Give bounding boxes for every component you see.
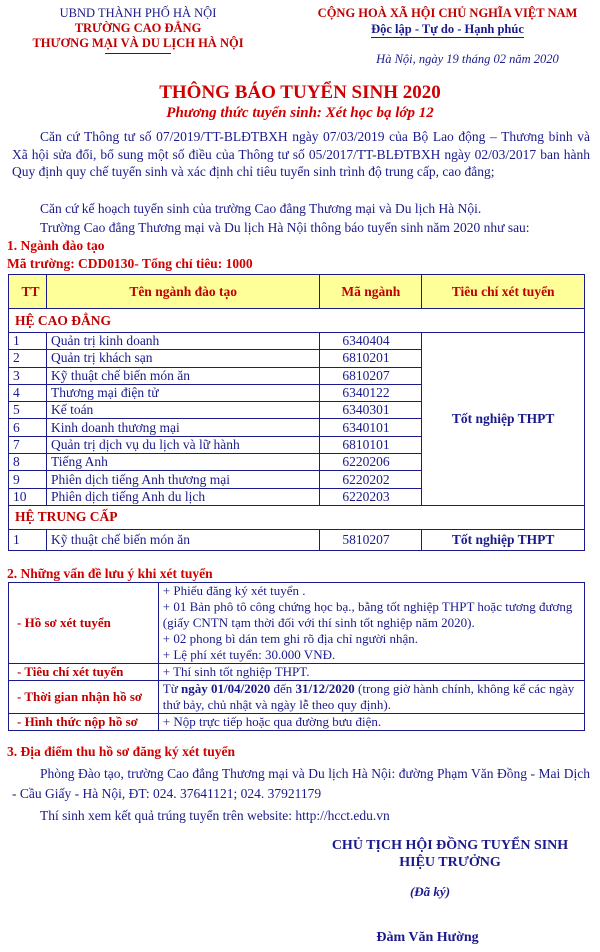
dossier-line: + Lệ phí xét tuyển: 30.000 VNĐ. bbox=[162, 647, 336, 662]
time-value bbox=[158, 681, 584, 714]
method-value: + Nộp trực tiếp hoặc qua đường bưu điện. bbox=[158, 714, 584, 731]
issuer-authority: UBND THÀNH PHỐ HÀ NỘI bbox=[59, 6, 217, 20]
col-header-tt: TT bbox=[9, 275, 47, 309]
notes-row-criteria bbox=[9, 664, 585, 681]
signer-name: Đàm Văn Hường bbox=[376, 930, 479, 945]
section-1-heading: 1. Ngành đào tạo bbox=[7, 238, 105, 253]
intro-paragraph-2: Căn cứ kế hoạch tuyển sinh của trường Cao đẳng Thương mại và Du lịch Hà Nội. bbox=[40, 201, 482, 216]
notes-table bbox=[8, 582, 585, 731]
row-name: Kỹ thuật chế biến món ăn bbox=[46, 367, 319, 384]
issue-date: Hà Nội, ngày 19 tháng 02 năm 2020 bbox=[376, 52, 559, 66]
method-label: - Hình thức nộp hồ sơ bbox=[9, 714, 159, 731]
row-code: 6220203 bbox=[320, 488, 422, 505]
row-name: Quản trị khách sạn bbox=[46, 350, 319, 367]
row-tt: 5 bbox=[9, 402, 47, 419]
row-code: 6810207 bbox=[320, 367, 422, 384]
signer-title-2: HIỆU TRƯỞNG bbox=[399, 855, 501, 870]
criteria-label: - Tiêu chí xét tuyển bbox=[9, 664, 159, 681]
row-name: Tiếng Anh bbox=[46, 454, 319, 471]
issuer-block bbox=[18, 6, 258, 54]
section-3-heading: 3. Địa điểm thu hồ sơ đăng ký xét tuyển bbox=[7, 744, 236, 759]
row-tt: 1 bbox=[9, 529, 47, 550]
row-tt: 2 bbox=[9, 350, 47, 367]
country-name: CỘNG HOÀ XÃ HỘI CHỦ NGHĨA VIỆT NAM bbox=[317, 6, 578, 20]
row-tt: 8 bbox=[9, 454, 47, 471]
row-name: Kế toán bbox=[46, 402, 319, 419]
row-code: 6340101 bbox=[320, 419, 422, 436]
group-row-trung-cap bbox=[9, 505, 585, 529]
group-label-trung-cap: HỆ TRUNG CẤP bbox=[9, 505, 585, 529]
criteria-trung-cap: Tốt nghiệp THPT bbox=[422, 529, 585, 550]
col-header-name: Tên ngành đào tạo bbox=[46, 275, 319, 309]
issuer-underline bbox=[105, 53, 171, 54]
row-tt: 1 bbox=[9, 333, 47, 350]
row-name: Phiên dịch tiếng Anh thương mại bbox=[46, 471, 319, 488]
row-code: 5810207 bbox=[320, 529, 422, 550]
time-mid: đến bbox=[270, 681, 296, 696]
row-name: Kỹ thuật chế biến món ăn bbox=[46, 529, 319, 550]
criteria-value: + Thí sinh tốt nghiệp THPT. bbox=[158, 664, 584, 681]
notes-row-method bbox=[9, 714, 585, 731]
dossier-line: + 02 phong bì dán tem ghi rõ địa chỉ người nhận. bbox=[162, 631, 418, 646]
dossier-label: - Hồ sơ xét tuyển bbox=[9, 583, 159, 664]
motto: Độc lập - Tự do - Hạnh phúc bbox=[371, 22, 524, 36]
intro-paragraph-3: Trường Cao đẳng Thương mại và Du lịch Hà Nội thông báo tuyển sinh năm 2020 như sau: bbox=[40, 220, 530, 235]
intro-paragraph-1: Căn cứ Thông tư số 07/2019/TT-BLĐTBXH ngày 07/03/2019 của Bộ Lao động – Thương binh và Xã hội sửa đổi, bổ sung một số điều của Thông tư số 05/2017/TT-BLĐTBXH ngày 02/03/2017 ban hành Quy định quy chế tuyển sinh và xác định chỉ tiêu tuyển sinh trình độ trung cấp, cao đẳng; bbox=[12, 129, 590, 179]
row-code: 6810201 bbox=[320, 350, 422, 367]
criteria-cao-dang: Tốt nghiệp THPT bbox=[422, 333, 585, 506]
time-from: ngày 01/04/2020 bbox=[181, 681, 271, 696]
row-tt: 7 bbox=[9, 436, 47, 453]
notes-row-time bbox=[9, 681, 585, 714]
table-row bbox=[9, 529, 585, 550]
dossier-value bbox=[158, 583, 584, 664]
issuer-school-line2: THƯƠNG MẠI VÀ DU LỊCH HÀ NỘI bbox=[32, 36, 244, 50]
document-header bbox=[0, 6, 600, 76]
submission-address: Phòng Đào tạo, trường Cao đẳng Thương mại và Du lịch Hà Nội: đường Phạm Văn Đồng - Mai Dịch - Cầu Giấy - Hà Nội, ĐT: 024. 37641121; 024. 37921179 bbox=[12, 766, 590, 801]
row-name: Kinh doanh thương mại bbox=[46, 419, 319, 436]
issuer-school-line1: TRƯỜNG CAO ĐẲNG bbox=[74, 21, 202, 35]
document-subtitle: Phương thức tuyển sinh: Xét học bạ lớp 12 bbox=[166, 105, 434, 121]
row-tt: 4 bbox=[9, 384, 47, 401]
programs-table-header bbox=[9, 275, 585, 309]
national-motto-block bbox=[300, 6, 595, 67]
row-code: 6220206 bbox=[320, 454, 422, 471]
group-label-cao-dang: HỆ CAO ĐẲNG bbox=[9, 309, 585, 333]
row-code: 6810101 bbox=[320, 436, 422, 453]
row-tt: 10 bbox=[9, 488, 47, 505]
group-row-cao-dang bbox=[9, 309, 585, 333]
school-code: Mã trường: CDD0130- Tổng chỉ tiêu: 1000 bbox=[7, 256, 253, 271]
row-name: Phiên dịch tiếng Anh du lịch bbox=[46, 488, 319, 505]
time-label: - Thời gian nhận hồ sơ bbox=[9, 681, 159, 714]
row-code: 6340122 bbox=[320, 384, 422, 401]
programs-table bbox=[8, 274, 585, 551]
table-row bbox=[9, 333, 585, 350]
results-website: Thí sinh xem kết quả trúng tuyển trên website: http://hcct.edu.vn bbox=[40, 808, 390, 823]
dossier-line: + Phiếu đăng ký xét tuyển . bbox=[162, 583, 306, 598]
section-2-heading: 2. Những vấn đề lưu ý khi xét tuyển bbox=[7, 566, 213, 581]
document-title: THÔNG BÁO TUYỂN SINH 2020 bbox=[159, 82, 441, 103]
time-prefix: Từ bbox=[162, 681, 182, 696]
dossier-line: + 01 Bản phô tô công chứng học bạ., bằng tốt nghiệp THPT hoặc tương đương (giấy CNTN tạm thời đối với thí sinh tốt nghiệp năm 2020). bbox=[162, 599, 573, 630]
row-name: Thương mại điện tử bbox=[46, 384, 319, 401]
row-code: 6340301 bbox=[320, 402, 422, 419]
time-to: 31/12/2020 bbox=[295, 681, 355, 696]
notes-row-dossier bbox=[9, 583, 585, 664]
row-tt: 6 bbox=[9, 419, 47, 436]
row-tt: 3 bbox=[9, 367, 47, 384]
time-suffix: (trong giờ hành chính, không kể các ngày thứ bảy, chủ nhật và ngày lễ theo quy định). bbox=[162, 681, 575, 712]
row-name: Quản trị dịch vụ du lịch và lữ hành bbox=[46, 436, 319, 453]
row-code: 6340404 bbox=[320, 333, 422, 350]
row-name: Quản trị kinh doanh bbox=[46, 333, 319, 350]
row-code: 6220202 bbox=[320, 471, 422, 488]
col-header-criteria: Tiêu chí xét tuyển bbox=[422, 275, 585, 309]
signer-title-1: CHỦ TỊCH HỘI ĐỒNG TUYỂN SINH bbox=[331, 838, 569, 853]
col-header-code: Mã ngành bbox=[320, 275, 422, 309]
signed-note: (Đã ký) bbox=[409, 884, 451, 899]
row-tt: 9 bbox=[9, 471, 47, 488]
